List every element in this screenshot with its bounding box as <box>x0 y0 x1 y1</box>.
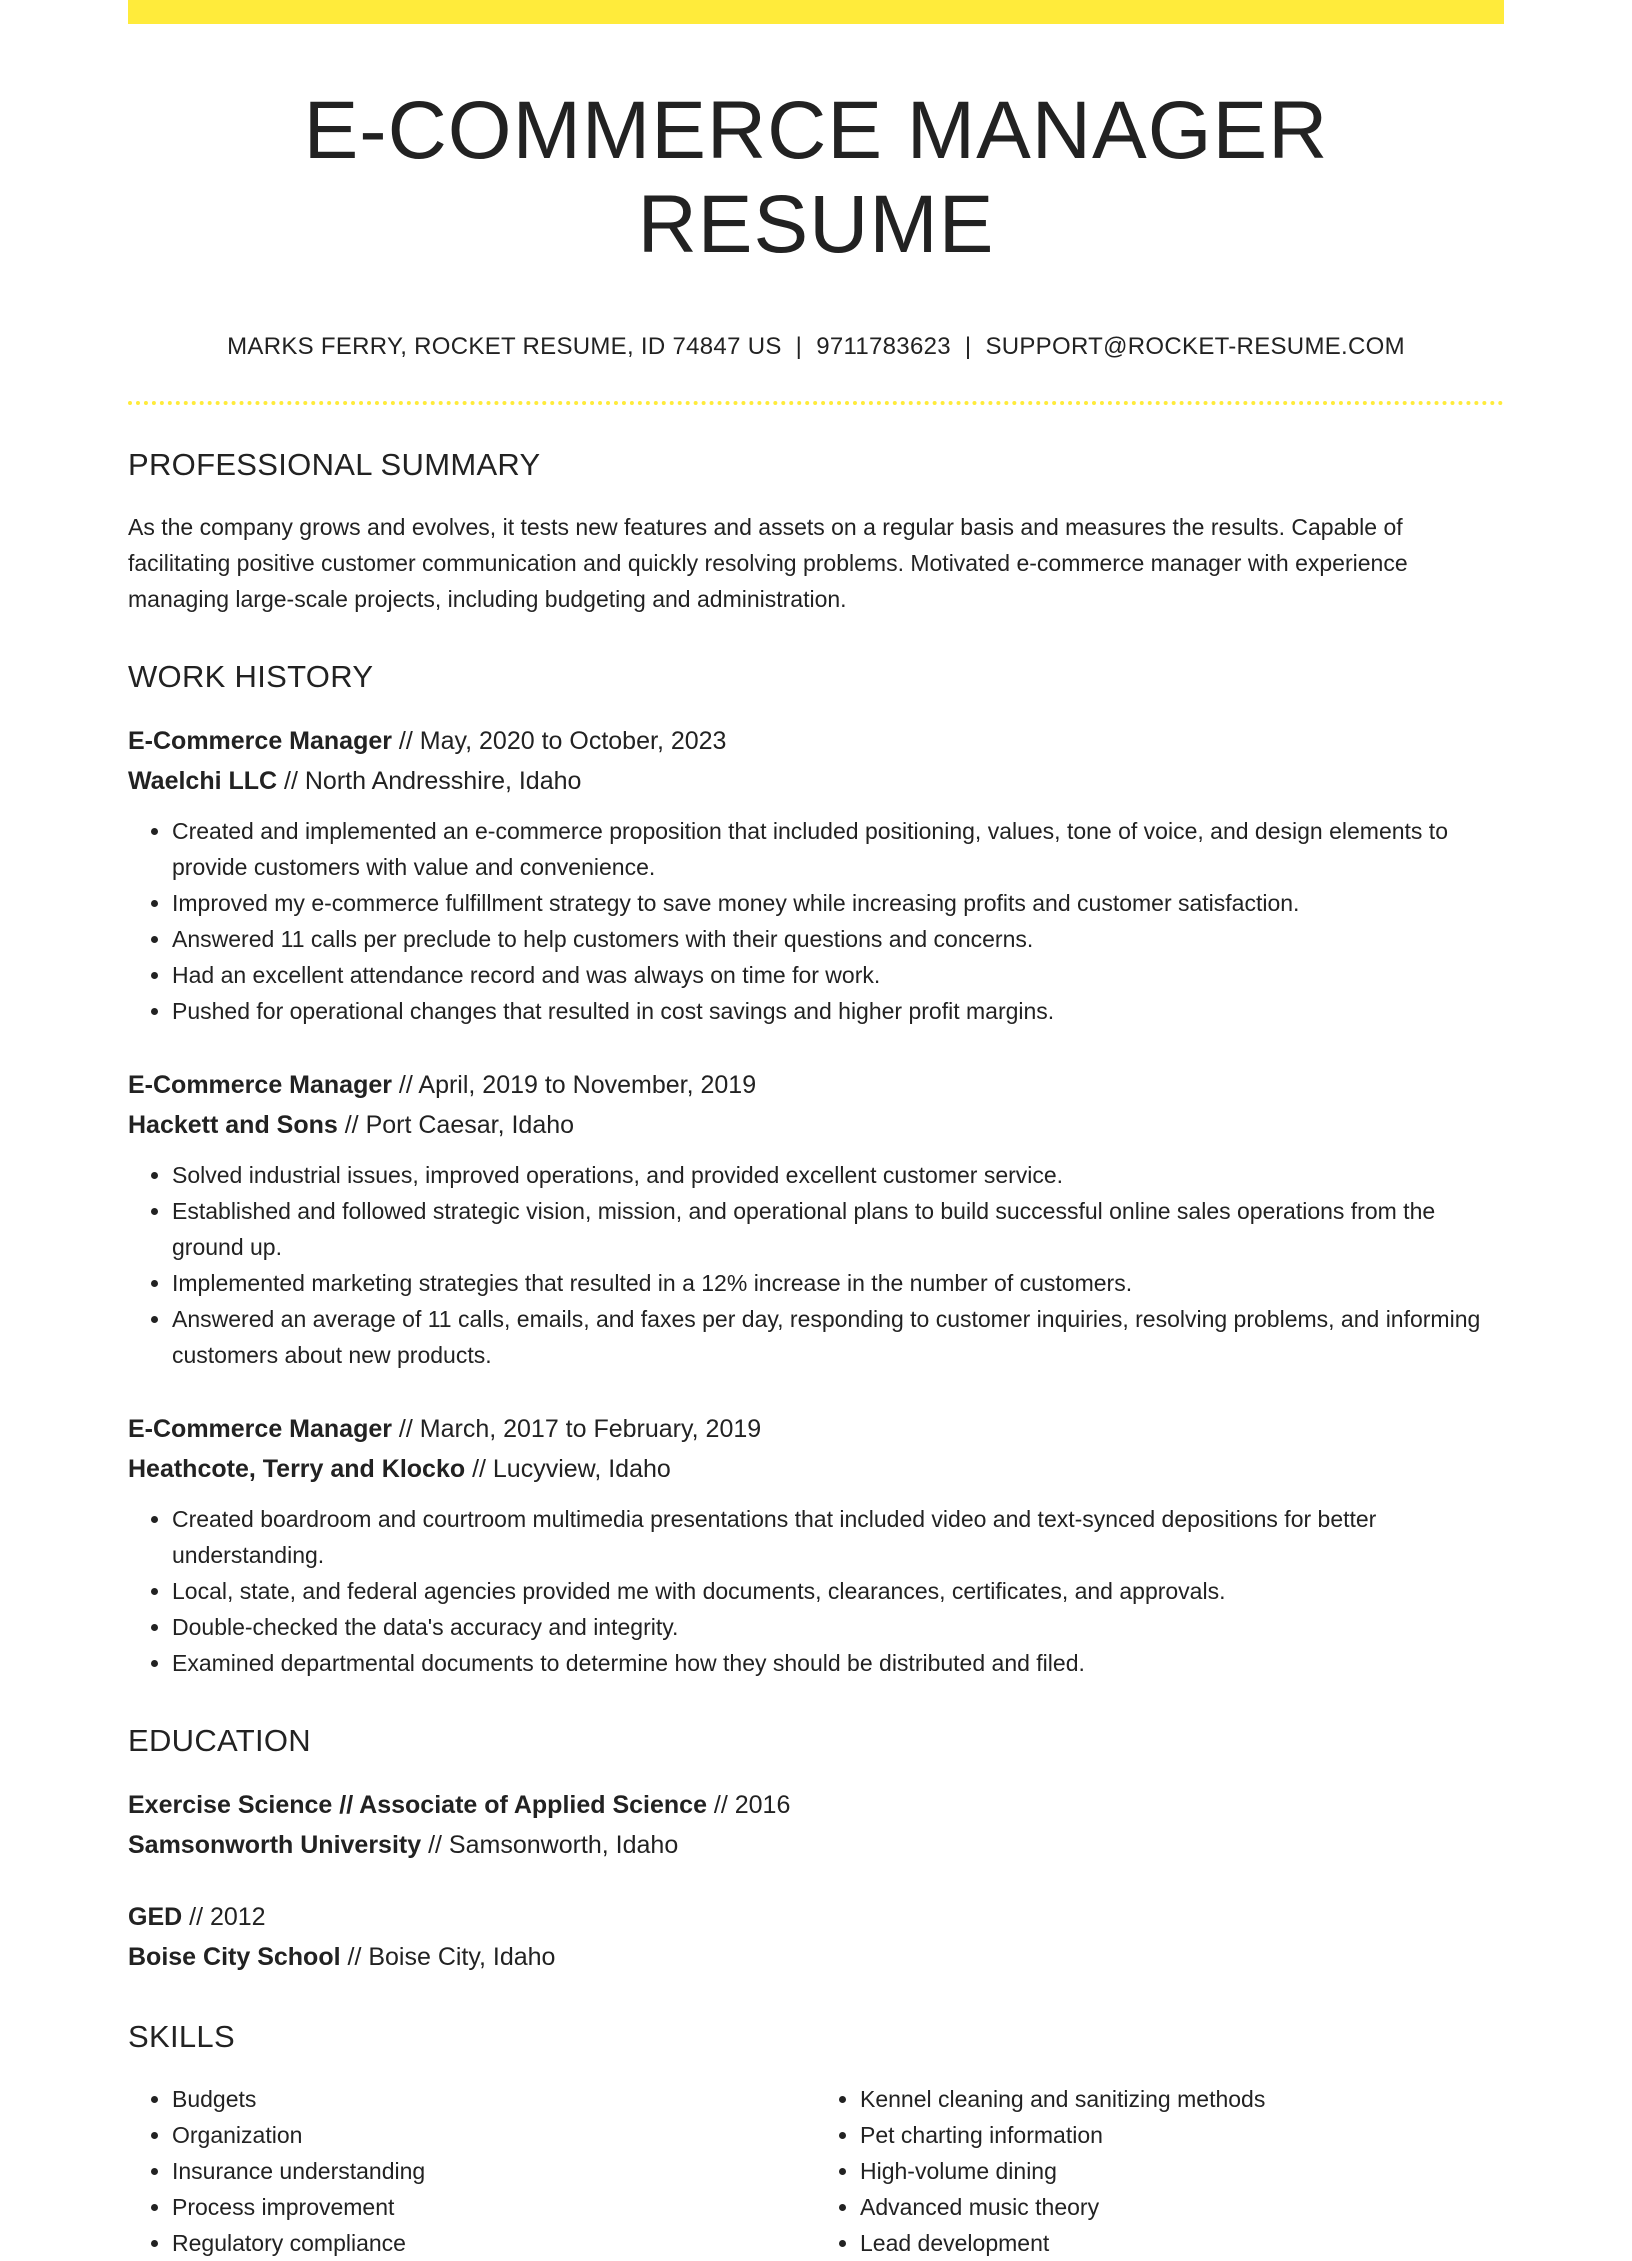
section-heading: EDUCATION <box>128 1722 311 1758</box>
job-bullets <box>128 1157 1504 1373</box>
section-heading: SKILLS <box>128 2018 235 2054</box>
top-accent-bar <box>128 0 1504 24</box>
education-section <box>128 1723 1504 1977</box>
degree-year: // 2012 <box>182 1902 266 1931</box>
list-item: • Process improvement <box>172 2189 816 2225</box>
list-item: • Answered an average of 11 calls, emails, and faxes per day, responding to customer inquiries, resolving problems, and informing customers about new products. <box>172 1301 1504 1373</box>
company-name: Heathcote, Terry and Klocko <box>128 1454 466 1483</box>
job-title: E-Commerce Manager <box>128 726 392 755</box>
list-item: • Budgets <box>172 2081 816 2117</box>
job-bullets <box>128 1501 1504 1681</box>
list-item: • Organization <box>172 2117 816 2153</box>
list-item: • Insurance understanding <box>172 2153 816 2189</box>
resume-page <box>128 0 1504 2261</box>
professional-summary-section <box>128 447 1504 617</box>
company-location: // North Andresshire, Idaho <box>277 766 582 795</box>
school-location: // Samsonworth, Idaho <box>421 1830 679 1859</box>
degree-name: Exercise Science // Associate of Applied Science <box>128 1790 707 1819</box>
job-entry <box>128 1409 1504 1681</box>
list-item: • Examined departmental documents to determine how they should be distributed and filed. <box>172 1645 1504 1681</box>
list-item: • Answered 11 calls per preclude to help customers with their questions and concerns. <box>172 921 1504 957</box>
skills-columns <box>128 2081 1504 2261</box>
job-entry <box>128 721 1504 1029</box>
list-item: • Had an excellent attendance record and was always on time for work. <box>172 957 1504 993</box>
list-item: • Established and followed strategic vision, mission, and operational plans to build successful online sales operations from the ground up. <box>172 1193 1504 1265</box>
list-item: • Created boardroom and courtroom multimedia presentations that included video and text-synced depositions for better understanding. <box>172 1501 1504 1573</box>
job-company-line <box>128 761 1504 801</box>
job-title-line <box>128 721 1504 761</box>
job-company-line <box>128 1105 1504 1145</box>
list-item: • Pet charting information <box>860 2117 1504 2153</box>
skills-left-list <box>128 2081 816 2261</box>
company-location: // Port Caesar, Idaho <box>337 1110 575 1139</box>
school-name: Boise City School <box>128 1942 341 1971</box>
company-location: // Lucyview, Idaho <box>465 1454 671 1483</box>
degree-name: GED <box>128 1902 183 1931</box>
company-name: Hackett and Sons <box>128 1110 338 1139</box>
summary-text: As the company grows and evolves, it tests new features and assets on a regular basis and measures the results. Capable of facilitating positive customer communication and quickly resolving problems. Motivated e-commerce manager with experience managing large-scale projects, including budgeting and administration. <box>128 513 1408 612</box>
education-entry <box>128 1897 1504 1977</box>
company-name: Waelchi LLC <box>128 766 278 795</box>
degree-line <box>128 1897 1504 1937</box>
degree-line <box>128 1785 1504 1825</box>
section-heading: PROFESSIONAL SUMMARY <box>128 446 541 482</box>
contact-separator: | <box>795 332 803 360</box>
section-heading: WORK HISTORY <box>128 658 374 694</box>
school-name: Samsonworth University <box>128 1830 422 1859</box>
school-line <box>128 1937 1504 1977</box>
contact-address: MARKS FERRY, ROCKET RESUME, ID 74847 US <box>227 332 782 360</box>
list-item: • Improved my e-commerce fulfillment strategy to save money while increasing profits and customer satisfaction. <box>172 885 1504 921</box>
list-item: • Implemented marketing strategies that resulted in a 12% increase in the number of customers. <box>172 1265 1504 1301</box>
job-title: E-Commerce Manager <box>128 1414 392 1443</box>
work-history-section <box>128 659 1504 1681</box>
degree-year: // 2016 <box>706 1790 791 1819</box>
job-company-line <box>128 1449 1504 1489</box>
list-item: • Regulatory compliance <box>172 2225 816 2261</box>
skills-section <box>128 2019 1504 2261</box>
list-item: • Pushed for operational changes that resulted in cost savings and higher profit margins. <box>172 993 1504 1029</box>
list-item: • Lead development <box>860 2225 1504 2261</box>
school-location: // Boise City, Idaho <box>340 1942 556 1971</box>
job-title-line <box>128 1409 1504 1449</box>
list-item: • Kennel cleaning and sanitizing methods <box>860 2081 1504 2117</box>
job-dates: // May, 2020 to October, 2023 <box>391 726 727 755</box>
dotted-divider <box>128 401 1504 405</box>
job-title: E-Commerce Manager <box>128 1070 392 1099</box>
skills-right-list <box>816 2081 1504 2261</box>
resume-title: E-COMMERCE MANAGER RESUME <box>303 85 1329 271</box>
school-line <box>128 1825 1504 1865</box>
contact-line <box>128 333 1504 361</box>
job-dates: // March, 2017 to February, 2019 <box>391 1414 762 1443</box>
job-bullets <box>128 813 1504 1029</box>
contact-email: SUPPORT@ROCKET-RESUME.COM <box>985 332 1405 360</box>
list-item: • Created and implemented an e-commerce proposition that included positioning, values, tone of voice, and design elements to provide customers with value and convenience. <box>172 813 1504 885</box>
list-item: • Solved industrial issues, improved operations, and provided excellent customer service. <box>172 1157 1504 1193</box>
contact-phone: 9711783623 <box>816 332 951 360</box>
list-item: • Advanced music theory <box>860 2189 1504 2225</box>
job-entry <box>128 1065 1504 1373</box>
education-entry <box>128 1785 1504 1865</box>
contact-separator: | <box>964 332 972 360</box>
list-item: • High-volume dining <box>860 2153 1504 2189</box>
job-title-line <box>128 1065 1504 1105</box>
list-item: • Double-checked the data's accuracy and integrity. <box>172 1609 1504 1645</box>
list-item: • Local, state, and federal agencies provided me with documents, clearances, certificates, and approvals. <box>172 1573 1504 1609</box>
job-dates: // April, 2019 to November, 2019 <box>391 1070 757 1099</box>
